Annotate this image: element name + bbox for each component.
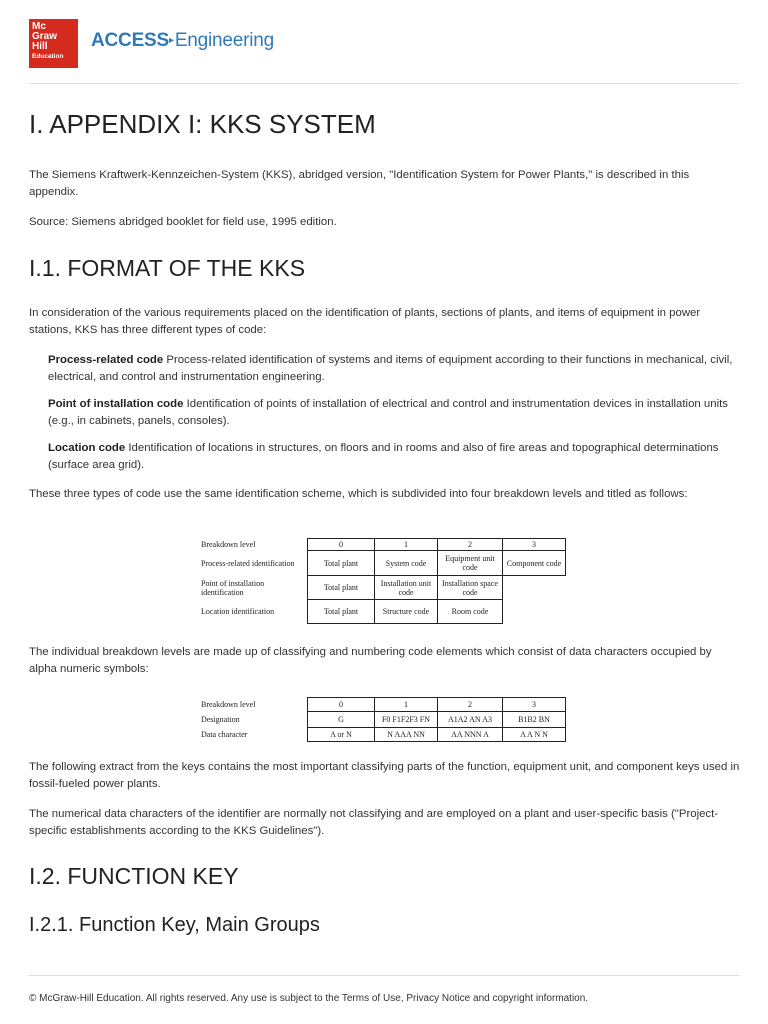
footer-divider <box>29 975 739 976</box>
logo-line: Graw <box>32 31 58 42</box>
table-cell: Total plant <box>308 600 375 624</box>
code-type-item <box>48 440 741 474</box>
table-cell: Designation <box>201 715 240 724</box>
intro-paragraph: The Siemens Kraftwerk-Kennzeichen-System (KKS), abridged version, "Identification System for Power Plants," is described in this appendix. <box>29 169 690 198</box>
header-divider <box>29 83 739 84</box>
code-type-term: Location code <box>48 442 126 454</box>
table-cell: N AAA NN <box>375 728 438 742</box>
code-type-term: Point of installation code <box>48 398 184 410</box>
table-cell <box>503 576 566 600</box>
table-row <box>198 551 566 576</box>
table-cell: G <box>308 712 375 728</box>
section-heading-function-key: I.2. FUNCTION KEY <box>29 863 239 889</box>
table-cell: A1A2 AN A3 <box>438 712 503 728</box>
code-type-desc: Process-related identification of systems and items of equipment according to their functions in mechanical, civil, electrical, and control and instrumentation engineering. <box>48 354 733 383</box>
data-character-table <box>198 697 566 742</box>
table-cell: Total plant <box>308 551 375 576</box>
subsection-heading-main-groups: I.2.1. Function Key, Main Groups <box>29 914 320 936</box>
table-cell: Installation space code <box>438 576 503 600</box>
table-row <box>198 576 566 600</box>
table-cell: Location identification <box>201 607 275 616</box>
brand-bold-text: ACCESS <box>91 30 169 51</box>
code-type-desc: Identification of locations in structures, on floors and in rooms and also of fire areas and topographical determinations (surface area grid). <box>48 442 719 471</box>
page-title: I. APPENDIX I: KKS SYSTEM <box>29 109 376 139</box>
code-type-desc: Identification of points of installation of electrical and control and instrumentation devices in installation units (e.g., in cabinets, panels, consoles). <box>48 398 728 427</box>
table-cell: 0 <box>308 698 375 712</box>
logo-line: Hill <box>32 41 48 52</box>
table-cell: 0 <box>308 539 375 551</box>
table-cell: 3 <box>503 698 566 712</box>
table-cell: A A N N <box>503 728 566 742</box>
page-header <box>0 0 768 84</box>
table-cell <box>503 600 566 624</box>
breakdown-paragraph: The individual breakdown levels are made up of classifying and numbering code elements which consist of data characters occupied by alpha numeric symbols: <box>29 646 712 675</box>
table-cell: 2 <box>438 698 503 712</box>
mcgraw-hill-logo[interactable] <box>29 19 78 68</box>
format-intro-paragraph: In consideration of the various requirements placed on the identification of plants, sections of plants, and items of equipment in power stations, KKS has three different types of code: <box>29 307 701 336</box>
table-cell: F0 F1F2F3 FN <box>375 712 438 728</box>
brand-light-text: Engineering <box>174 30 275 51</box>
table-cell: System code <box>375 551 438 576</box>
table-cell: Equipment unit code <box>438 551 503 576</box>
logo-line: Mc <box>32 21 46 32</box>
table-cell: Structure code <box>375 600 438 624</box>
brand-arrow-icon: ▸ <box>168 35 174 47</box>
table-cell: B1B2 BN <box>503 712 566 728</box>
table-cell: Point of installation identification <box>201 578 265 597</box>
table-cell: 1 <box>375 698 438 712</box>
table-row <box>198 712 566 728</box>
levels-paragraph: These three types of code use the same identification scheme, which is subdivided into four breakdown levels and titled as follows: <box>29 488 688 500</box>
copyright-footer: © McGraw-Hill Education. All rights reserved. Any use is subject to the Terms of Use, Privacy Notice and copyright information. <box>29 993 589 1004</box>
breakdown-levels-table <box>198 538 566 624</box>
table-row <box>198 600 566 624</box>
table-cell: Room code <box>438 600 503 624</box>
table-cell: Data character <box>201 730 248 739</box>
numerical-paragraph: The numerical data characters of the identifier are normally not classifying and are employed on a plant and user-specific basis ("Project-specific establishments according to the KKS Guidelines"). <box>29 808 719 837</box>
table-cell: 2 <box>438 539 503 551</box>
table-cell: Total plant <box>308 576 375 600</box>
table-cell: Breakdown level <box>201 700 256 709</box>
logo-line: Education <box>32 53 64 60</box>
table-cell: A or N <box>308 728 375 742</box>
code-type-term: Process-related code <box>48 354 164 366</box>
table-cell: Component code <box>503 551 566 576</box>
code-type-item <box>48 396 741 430</box>
access-engineering-logo[interactable] <box>91 30 274 52</box>
table-cell: Process-related identification <box>201 558 295 568</box>
table-row <box>198 728 566 742</box>
table-cell: AA NNN A <box>438 728 503 742</box>
table-cell: Breakdown level <box>201 540 256 549</box>
table-cell: 3 <box>503 539 566 551</box>
source-paragraph: Source: Siemens abridged booklet for field use, 1995 edition. <box>29 216 337 228</box>
extract-paragraph: The following extract from the keys contains the most important classifying parts of the function, equipment unit, and component keys used in fossil-fueled power plants. <box>29 761 740 790</box>
table-row <box>198 698 566 712</box>
table-cell: Installation unit code <box>375 576 438 600</box>
table-cell: 1 <box>375 539 438 551</box>
table-row <box>198 539 566 551</box>
code-type-item <box>48 352 741 386</box>
section-heading-format: I.1. FORMAT OF THE KKS <box>29 255 306 281</box>
